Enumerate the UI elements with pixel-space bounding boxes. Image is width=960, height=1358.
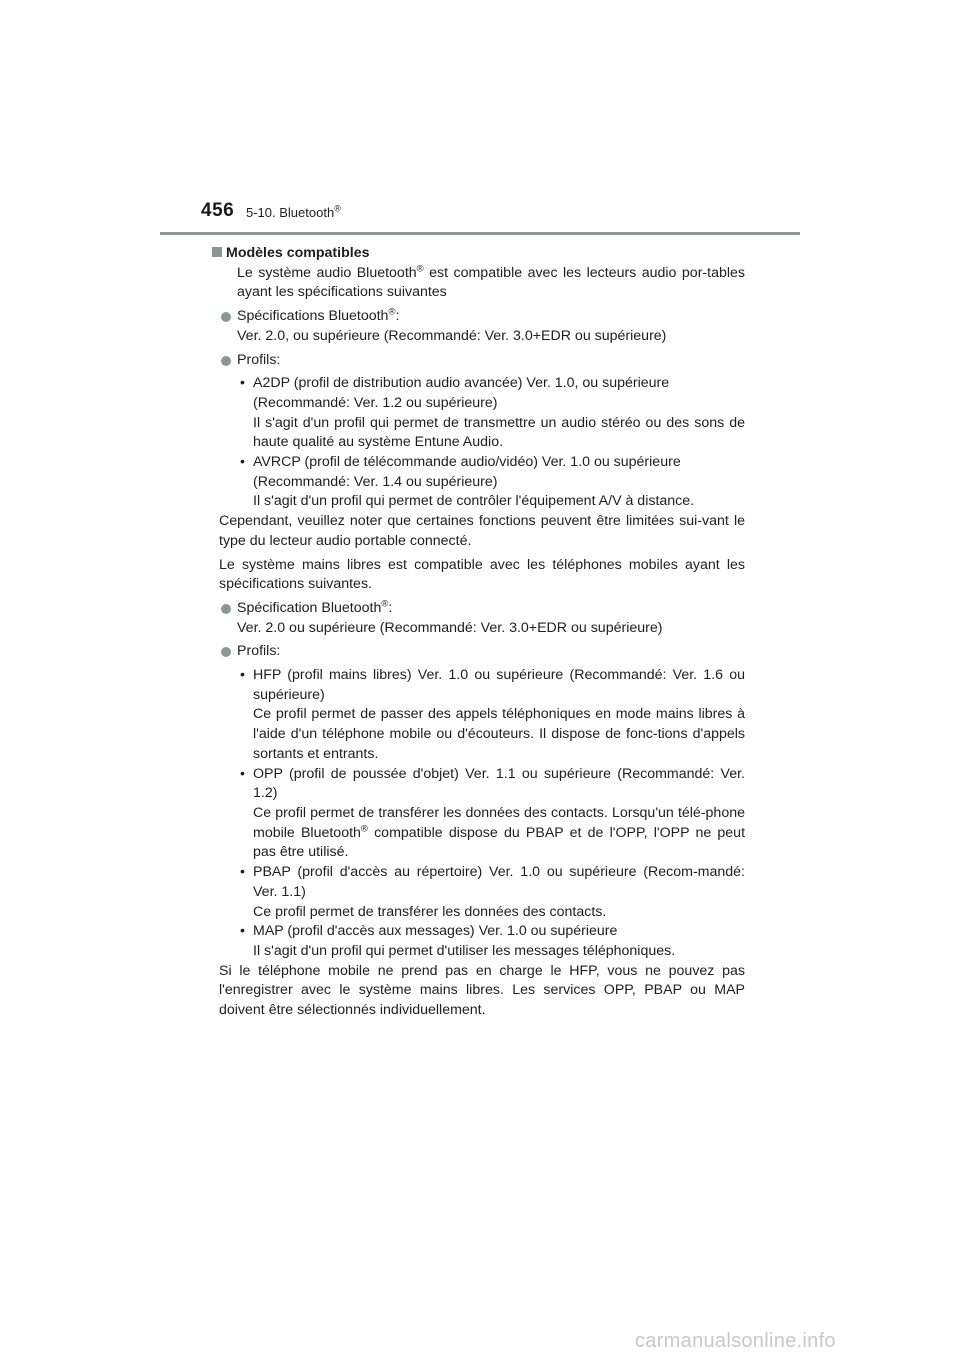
spec-colon: : [388, 599, 393, 616]
dot-bullet-icon: • [240, 765, 245, 782]
main-content [219, 244, 745, 1021]
profile-title: MAP (profil d'accès aux messages) Ver. 1.0 ou supérieure [253, 923, 618, 940]
profile-hfp-description: Ce profil permet de passer des appels téléphoniques en mode mains libres à l'aide d'un téléphone mobile ou d'écouteurs. Il dispose de fonc-tions d'appels sortants et entrants. [253, 706, 745, 762]
intro-text-b: est compatible avec les lecteurs audio por-tables ayant les spécifications suivantes [237, 264, 745, 301]
spec-colon: : [395, 308, 400, 325]
dot-bullet-icon: • [240, 864, 245, 881]
closing-paragraph: Si le téléphone mobile ne prend pas en charge le HFP, vous ne pouvez pas l'enregistrer avec le système mains libres. Les services OPP, PBAP ou MAP doivent être sélectionnés individuellement. [219, 962, 745, 1019]
registered-mark: ® [381, 598, 389, 610]
spec-item-phone [219, 599, 745, 638]
profile-a2dp [219, 374, 745, 394]
section-title [246, 205, 341, 220]
registered-mark: ® [416, 262, 424, 274]
profiles-item-phone [219, 642, 745, 662]
dot-bullet-icon: • [240, 454, 245, 471]
circle-bullet-icon [221, 604, 231, 614]
profile-title: OPP (profil de poussée d'objet) Ver. 1.1 ou supérieure (Recommandé: Ver. 1.2) [253, 765, 745, 802]
profile-avrcp-description: Il s'agit d'un profil qui permet de contrôler l'équipement A/V à distance. [253, 493, 695, 510]
registered-mark: ® [388, 306, 396, 318]
profile-a2dp-description: Il s'agit d'un profil qui permet de transmettre un audio stéréo ou des sons de haute qualité au système Entune Audio. [253, 414, 745, 451]
opp-text-b: compatible dispose du PBAP et de l'OPP, l'OPP ne peut pas être utilisé. [253, 824, 746, 861]
profiles-label: Profils: [237, 351, 281, 368]
spec-label: Spécifications Bluetooth [237, 308, 389, 325]
profile-avrcp [219, 453, 745, 473]
circle-bullet-icon [221, 356, 231, 366]
profile-map-description: Il s'agit d'un profil qui permet d'utiliser les messages téléphoniques. [253, 942, 676, 959]
handsfree-paragraph: Le système mains libres est compatible avec les téléphones mobiles ayant les spécifications suivantes. [219, 556, 745, 593]
profile-list-audio [219, 374, 745, 512]
opp-text-a: Ce profil permet de transférer les données des contacts. Lorsqu'un télé-phone mobile Bluetooth [253, 804, 745, 841]
spec-version: Ver. 2.0, ou supérieure (Recommandé: Ver. 3.0+EDR ou supérieure) [237, 327, 667, 344]
profile-avrcp-recommended: (Recommandé: Ver. 1.4 ou supérieure) [253, 473, 498, 490]
dot-bullet-icon: • [240, 667, 245, 684]
profile-title: HFP (profil mains libres) Ver. 1.0 ou supérieure (Recommandé: Ver. 1.6 ou supérieure) [253, 667, 745, 703]
profile-title: PBAP (profil d'accès au répertoire) Ver. 1.0 ou supérieure (Recom-mandé: Ver. 1.1) [253, 864, 745, 900]
circle-bullet-icon [221, 312, 231, 322]
dot-bullet-icon: • [240, 923, 245, 940]
watermark: carmanualsonline.info [635, 1330, 836, 1352]
circle-bullet-icon [221, 647, 231, 657]
intro-paragraph [219, 264, 745, 303]
dot-bullet-icon: • [240, 375, 245, 392]
profile-hfp [219, 666, 745, 705]
limitation-paragraph: Cependant, veuillez noter que certaines fonctions peuvent être limitées sui-vant le type du lecteur audio portable connecté. [219, 513, 745, 549]
profile-title: A2DP (profil de distribution audio avancée) Ver. 1.0, ou supérieure [253, 375, 670, 392]
profile-pbap [219, 863, 745, 902]
spec-version: Ver. 2.0 ou supérieure (Recommandé: Ver. 3.0+EDR ou supérieure) [237, 619, 663, 636]
section-title-text: 5-10. Bluetooth [246, 205, 335, 220]
intro-text-a: Le système audio Bluetooth [237, 264, 417, 281]
section-heading-text: Modèles compatibles [226, 245, 370, 261]
spec-label: Spécification Bluetooth [237, 599, 382, 616]
profile-title: AVRCP (profil de télécommande audio/vidéo) Ver. 1.0 ou supérieure [253, 454, 681, 471]
registered-mark: ® [334, 203, 341, 214]
registered-mark: ® [360, 822, 368, 834]
profile-a2dp-recommended: (Recommandé: Ver. 1.2 ou supérieure) [253, 394, 498, 411]
section-heading [212, 244, 745, 264]
profile-opp-description [219, 804, 745, 863]
spec-item-audio [219, 307, 745, 346]
profile-map [219, 922, 745, 942]
profile-opp [219, 765, 745, 804]
profiles-label: Profils: [237, 643, 281, 660]
square-bullet-icon [212, 247, 222, 257]
profile-pbap-description: Ce profil permet de transférer les données des contacts. [253, 903, 607, 920]
profiles-item-audio [219, 351, 745, 371]
profile-list-phone [219, 666, 745, 962]
page-number: 456 [201, 200, 235, 221]
header-rule [160, 232, 800, 235]
